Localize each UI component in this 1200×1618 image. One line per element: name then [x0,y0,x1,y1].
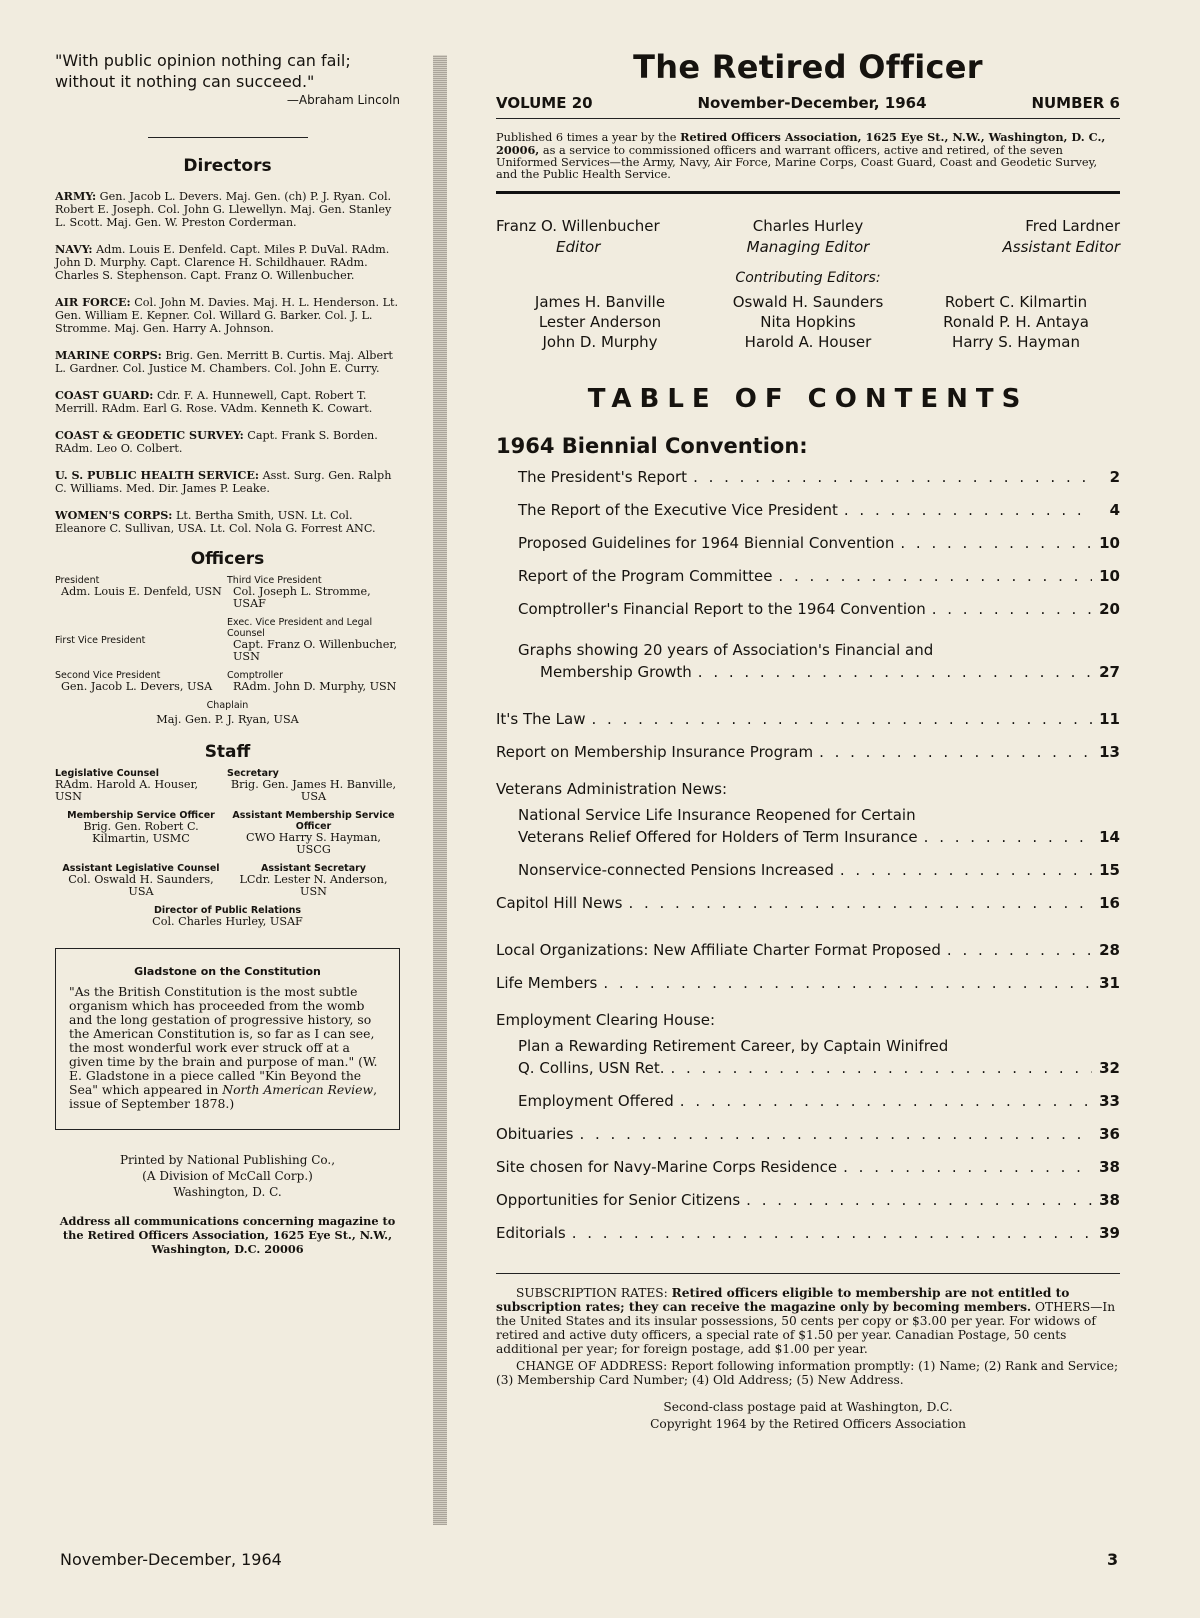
toc-entry: Report of the Program Committee . . . 10 [496,567,1120,600]
editor-credit: Franz O. Willenbucher Editor [496,217,660,256]
officer-third-vp: Third Vice President Col. Joseph L. Stromme, USAF [227,575,371,610]
officers-heading: Officers [190,549,265,569]
toc-entry: Veterans Relief Offered for Holders of Term Insurance . . . 14 [496,828,1120,861]
toc-entry: The Report of the Executive Vice President . . . 4 [496,501,1120,534]
table-of-contents [496,468,1120,1257]
officer-comptroller: Comptroller RAdm. John D. Murphy, USN [227,670,397,693]
quote-attribution: —Abraham Lincoln [286,93,400,107]
officer-second-vp: Second Vice President Gen. Jacob L. Devers, USA [55,670,213,693]
correspondence-address: Address all communications concerning magazine to the Retired Officers Association, 1625 Eye St., N.W., Washington, D.C. 20006 [59,1214,396,1256]
officer-president: President Adm. Louis E. Denfeld, USN [55,575,222,598]
toc-entry-line1: Plan a Rewarding Retirement Career, by Captain Winifred [518,1037,949,1055]
masthead-rule [496,191,1120,194]
officer-first-vp: First Vice President [55,635,146,646]
contributing-editors [496,292,1120,352]
title-rule [496,118,1120,119]
publication-statement: Published 6 times a year by the Retired Officers Association, 1625 Eye St., N.W., Washington, D. C., 20006, as a service to commissioned officers and warrant officers, active and retired, of the seven Uniformed Services—the Army, Navy, Air Force, Marine Corps, Coast Guard, Coast and Geodetic Survey, and the Public Health Service. [496,130,1106,181]
staff-secretary: Secretary Brig. Gen. James H. Banville, USA [227,768,397,803]
editors-row [496,216,1120,258]
toc-entry: Membership Growth . . . 27 [496,663,1120,696]
toc-entry: Local Organizations: New Affiliate Charter Format Proposed . . . 28 [496,941,1120,974]
staff-public-relations: Director of Public Relations Col. Charles Hurley, USAF [152,905,303,928]
staff-asst-legislative-counsel: Assistant Legislative Counsel Col. Oswald H. Saunders, USA [62,863,220,898]
directors-womens-corps: WOMEN'S CORPS: Lt. Bertha Smith, USN. Lt. Col. Eleanore C. Sullivan, USA. Lt. Col. Nola G. Forrest ANC. [55,508,376,535]
staff-asst-membership-officer: Assistant Membership Service Officer CWO Harry S. Hayman, USCG [232,810,395,856]
toc-entry: The President's Report . . . 2 [496,468,1120,501]
toc-entry: Comptroller's Financial Report to the 1964 Convention . . . 20 [496,600,1120,633]
officer-chaplain: Chaplain Maj. Gen. P. J. Ryan, USA [156,700,299,726]
officer-exec-vp: Exec. Vice President and Legal Counsel Capt. Franz O. Willenbucher, USN [227,617,398,663]
gladstone-title: Gladstone on the Constitution [134,965,321,978]
directors-list [55,190,400,535]
toc-entry: It's The Law . . . 11 [496,710,1120,743]
staff-grid [55,768,400,905]
directors-coast-guard: COAST GUARD: Cdr. F. A. Hunnewell, Capt. Robert T. Merrill. RAdm. Earl G. Rose. VAdm. Kenneth K. Cowart. [55,388,373,415]
lincoln-quote: "With public opinion nothing can fail; without it nothing can succeed." [55,51,351,91]
directors-heading: Directors [183,156,272,176]
toc-entry: Q. Collins, USN Ret. . . . 32 [496,1059,1120,1092]
toc-entry: Nonservice-connected Pensions Increased . . . 15 [496,861,1120,894]
staff-asst-secretary: Assistant Secretary LCdr. Lester N. Anderson, USN [239,863,388,898]
left-column [55,50,400,1256]
convention-heading: 1964 Biennial Convention: [496,434,808,458]
toc-entry: Capitol Hill News . . . 16 [496,894,1120,927]
column-separator-bar [433,55,447,1525]
toc-entry: Report on Membership Insurance Program . . . 13 [496,743,1120,776]
toc-entry: Life Members . . . 31 [496,974,1120,1007]
subscription-rates: SUBSCRIPTION RATES: Retired officers eligible to membership are not entitled to subscription rates; they can receive the magazine only by becoming members. OTHERS—In the United States and its insular possessions, 50 cents per copy or $3.00 per year. For widows of retired and active duty officers, a special rate of $1.50 per year. Canadian Postage, 50 cents additional per year; for foreign postage, add $1.00 per year. CHANGE OF ADDRESS: Report following information promptly: (1) Name; (2) Rank and Service; (3) Membership Card Number; (4) Old Address; (5) New Address. [496,1286,1119,1387]
printer-credit: Printed by National Publishing Co., (A Division of McCall Corp.) Washington, D. C. [119,1153,336,1199]
directors-navy: NAVY: Adm. Louis E. Denfeld. Capt. Miles P. DuVal. RAdm. John D. Murphy. Capt. Clarence H. Schildhauer. RAdm. Charles S. Stephenson. Capt. Franz O. Willenbucher. [55,242,390,282]
staff-heading: Staff [204,742,251,762]
toc-entry: Site chosen for Navy-Marine Corps Residence . . . 38 [496,1158,1120,1191]
toc-section-heading: Employment Clearing House: [496,1011,716,1029]
toc-entry-line1: National Service Life Insurance Reopened for Certain [518,806,916,824]
subscription-rule [496,1273,1120,1274]
toc-entry-line1: Graphs showing 20 years of Association's Financial and [518,641,934,659]
contributing-editors-heading: Contributing Editors: [735,270,881,286]
postage-copyright: Second-class postage paid at Washington, D.C. Copyright 1964 by the Retired Officers Association [650,1400,966,1431]
toc-entry: Employment Offered . . . 33 [496,1092,1120,1125]
managing-editor-credit: Charles Hurley Managing Editor [746,217,870,256]
divider [148,137,308,138]
gladstone-box [55,948,400,1130]
directors-public-health: U. S. PUBLIC HEALTH SERVICE: Asst. Surg. Gen. Ralph C. Williams. Med. Dir. James P. Leake. [55,468,392,495]
issue-date: November-December, 1964 [697,94,927,112]
footer-issue-date: November-December, 1964 [60,1550,282,1569]
directors-marine-corps: MARINE CORPS: Brig. Gen. Merritt B. Curtis. Maj. Albert L. Gardner. Col. Justice M. Chambers. Col. John E. Curry. [55,348,393,375]
directors-geodetic-survey: COAST & GEODETIC SURVEY: Capt. Frank S. Borden. RAdm. Leo O. Colbert. [55,428,378,455]
magazine-title: The Retired Officer [633,48,983,86]
toc-title: TABLE OF CONTENTS [587,384,1029,414]
right-column [496,48,1120,1433]
contrib-column: Robert C. Kilmartin Ronald P. H. Antaya Harry S. Hayman [943,293,1089,351]
toc-section-heading: Veterans Administration News: [496,780,727,798]
officers-grid [55,575,400,700]
toc-entry: Obituaries . . . 36 [496,1125,1120,1158]
toc-entry: Editorials . . . 39 [496,1224,1120,1257]
toc-entry: Opportunities for Senior Citizens . . . 38 [496,1191,1120,1224]
issue-number: NUMBER 6 [1031,94,1120,112]
volume-number: VOLUME 20 [496,94,593,112]
page-number: 3 [1107,1550,1119,1569]
contrib-column: Oswald H. Saunders Nita Hopkins Harold A. Houser [732,293,884,351]
change-of-address: CHANGE OF ADDRESS: Report following information promptly: (1) Name; (2) Rank and Service; (3) Membership Card Number; (4) Old Address; (5) New Address. [496,1359,1119,1387]
contrib-column: James H. Banville Lester Anderson John D. Murphy [534,293,666,351]
staff-membership-officer: Membership Service Officer Brig. Gen. Robert C. Kilmartin, USMC [67,810,215,845]
directors-air-force: AIR FORCE: Col. John M. Davies. Maj. H. L. Henderson. Lt. Gen. William E. Kepner. Col. Willard G. Barker. Col. J. L. Stromme. Maj. Gen. Harry A. Johnson. [55,295,399,335]
volume-line [496,94,1120,112]
gladstone-text: "As the British Constitution is the most subtle organism which has proceeded from the womb and the long gestation of progressive history, so the American Constitution is, so far as I can see, the most wonderful work ever struck off at a given time by the brain and purpose of man." (W. E. Gladstone in a piece called "Kin Beyond the Sea" which appeared in North American Review, issue of September 1878.) [69,984,378,1111]
assistant-editor-credit: Fred Lardner Assistant Editor [1002,217,1120,256]
toc-entry: Proposed Guidelines for 1964 Biennial Convention . . . 10 [496,534,1120,567]
directors-army: ARMY: Gen. Jacob L. Devers. Maj. Gen. (ch) P. J. Ryan. Col. Robert E. Joseph. Col. John G. Llewellyn. Maj. Gen. Stanley L. Scott. Maj. Gen. W. Preston Corderman. [55,189,392,229]
staff-legislative-counsel: Legislative Counsel RAdm. Harold A. Houser, USN [55,768,199,803]
